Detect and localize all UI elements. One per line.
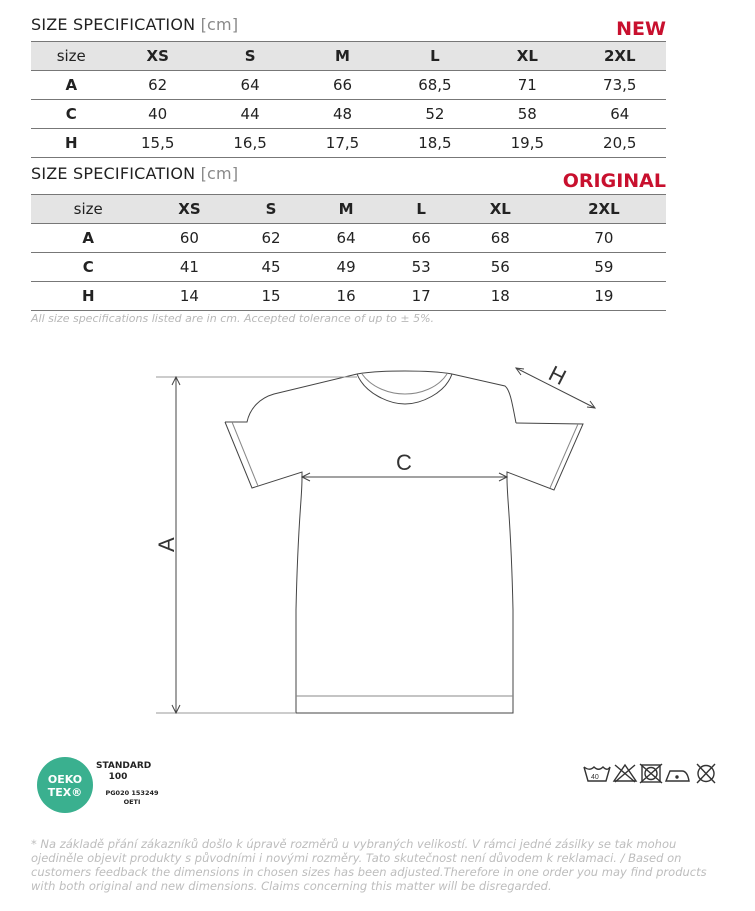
table2-unit: [cm] [200,164,239,183]
table-row [31,129,666,158]
table-cell: 68 [459,224,542,253]
table2-title [31,164,238,183]
table-cell: 64 [204,71,296,100]
new-badge: NEW [616,18,666,40]
table-row [31,253,666,282]
table-cell: 18,5 [389,129,481,158]
cert-info [104,789,160,807]
header-cell: 2XL [542,195,666,224]
header-cell: size [31,195,145,224]
header-cell: M [309,195,384,224]
header-cell: L [389,42,481,71]
original-badge: ORIGINAL [562,170,666,192]
measure-a-arrow [156,377,357,713]
row-label: C [31,100,111,129]
tshirt-outline [225,371,583,713]
wash-40-icon [584,767,610,781]
header-cell: M [296,42,388,71]
row-label: H [31,282,145,311]
table1-title [31,15,238,34]
table-header-row [31,195,666,224]
tshirt-measurement-diagram [150,360,610,730]
header-cell: XS [145,195,233,224]
table-cell: 58 [481,100,573,129]
size-table-new [31,41,666,158]
table-cell: 44 [204,100,296,129]
table-row [31,71,666,100]
table-cell: 16,5 [204,129,296,158]
measure-h-label: H [544,360,571,391]
tolerance-note: All size specifications listed are in cm. Accepted tolerance of up to ± 5%. [31,312,435,325]
oeko-logo-line1: OEKO [47,773,83,786]
row-label: C [31,253,145,282]
measure-c-label: C [396,450,412,475]
care-symbols [582,762,726,792]
header-cell: 2XL [574,42,666,71]
table-cell: 20,5 [574,129,666,158]
table-header-row [31,42,666,71]
no-tumble-dry-icon [640,764,662,783]
table1-unit: [cm] [200,15,239,34]
table-cell: 66 [296,71,388,100]
oeko-tex-logo [37,757,93,813]
footnote: * Na základě přání zákazníků došlo k úpravě rozměrů u vybraných velikostí. V rámci jedné zásilky se tak mohou ojediněle objevit produkty s původními i novými rozměry. Tato skutečnost není důvodem k reklamaci. / Based on customers feedback the dimensions in chosen sizes has been adjusted.Therefore in one order you may find products with both original and new dimensions. Claims concerning this matter will be disregarded. [31,837,707,893]
table-cell: 49 [309,253,384,282]
measure-a-label: A [154,537,179,552]
table-cell: 71 [481,71,573,100]
table-cell: 62 [111,71,203,100]
header-cell: size [31,42,111,71]
table2-title-text: SIZE SPECIFICATION [31,164,196,183]
table-cell: 48 [296,100,388,129]
header-cell: S [233,195,308,224]
header-cell: XL [459,195,542,224]
wash-temp: 40 [591,774,599,781]
standard-line2: 100 [108,772,128,782]
row-label: A [31,71,111,100]
table-cell: 17,5 [296,129,388,158]
table-cell: 66 [384,224,459,253]
table-cell: 19 [542,282,666,311]
table-cell: 14 [145,282,233,311]
cert-code: PG020 153249 [105,789,159,797]
table1-title-text: SIZE SPECIFICATION [31,15,196,34]
iron-low-icon [666,771,689,781]
cert-institute: OETI [123,798,141,806]
table-cell: 45 [233,253,308,282]
table-cell: 64 [574,100,666,129]
standard-label [96,761,152,783]
table-cell: 70 [542,224,666,253]
table-cell: 73,5 [574,71,666,100]
table-cell: 40 [111,100,203,129]
size-table-original [31,194,666,311]
table-cell: 60 [145,224,233,253]
table-cell: 18 [459,282,542,311]
table-cell: 16 [309,282,384,311]
table-row [31,224,666,253]
oeko-logo-line2: TEX® [47,786,83,799]
table-row [31,282,666,311]
row-label: H [31,129,111,158]
table-cell: 56 [459,253,542,282]
table-cell: 41 [145,253,233,282]
header-cell: XS [111,42,203,71]
table-cell: 17 [384,282,459,311]
table-cell: 19,5 [481,129,573,158]
table-cell: 53 [384,253,459,282]
table-cell: 62 [233,224,308,253]
no-bleach-icon [614,765,636,782]
standard-line1: STANDARD [96,761,152,771]
header-cell: XL [481,42,573,71]
table-cell: 52 [389,100,481,129]
table-cell: 59 [542,253,666,282]
table-cell: 15 [233,282,308,311]
header-cell: L [384,195,459,224]
row-label: A [31,224,145,253]
table-cell: 15,5 [111,129,203,158]
table-cell: 68,5 [389,71,481,100]
table-row [31,100,666,129]
no-dry-clean-icon [697,764,715,783]
header-cell: S [204,42,296,71]
table-cell: 64 [309,224,384,253]
